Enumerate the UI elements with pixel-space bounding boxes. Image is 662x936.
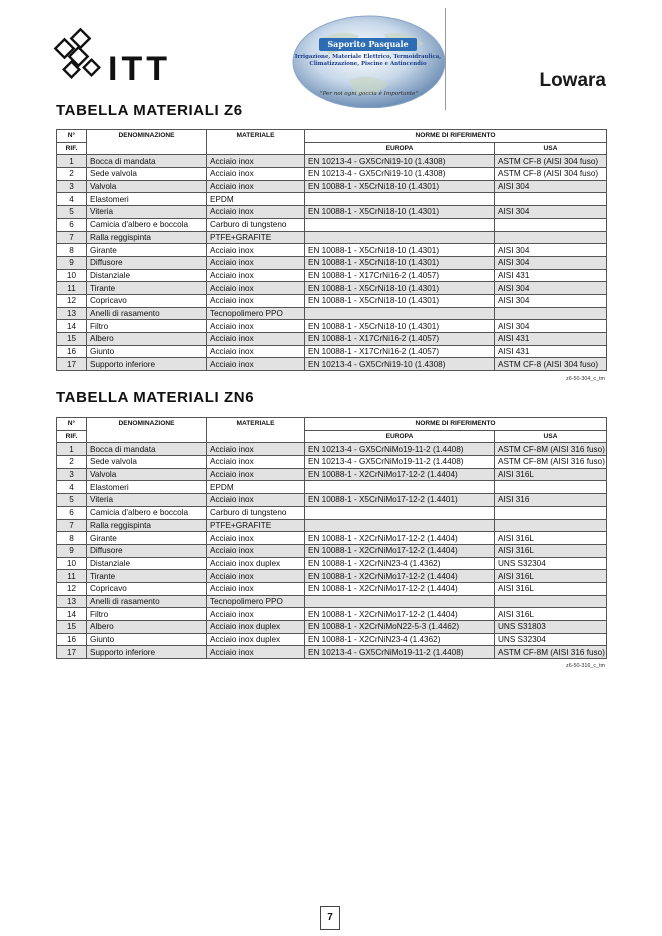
usa-standard: AISI 431 <box>495 345 607 358</box>
part-name: Giunto <box>87 345 207 358</box>
usa-standard: ASTM CF-8 (AISI 304 fuso) <box>495 155 607 168</box>
part-name: Sede valvola <box>87 456 207 469</box>
part-name: Filtro <box>87 320 207 333</box>
part-material: Acciaio inox duplex <box>207 557 305 570</box>
row-number: 12 <box>57 582 87 595</box>
part-material: Acciaio inox duplex <box>207 621 305 634</box>
part-name: Girante <box>87 244 207 257</box>
part-name: Camicia d'albero e boccola <box>87 506 207 519</box>
part-material: PTFE+GRAFITE <box>207 231 305 244</box>
europe-standard: EN 10088-1 - X5CrNi18-10 (1.4301) <box>305 320 495 333</box>
part-name: Viteria <box>87 206 207 219</box>
table-row <box>57 608 607 621</box>
row-number: 14 <box>57 320 87 333</box>
usa-standard: AISI 304 <box>495 180 607 193</box>
table-row <box>57 633 607 646</box>
table-row <box>57 557 607 570</box>
usa-standard <box>495 506 607 519</box>
usa-standard: UNS S31803 <box>495 621 607 634</box>
europe-standard <box>305 193 495 206</box>
part-material: Acciaio inox <box>207 646 305 659</box>
table-row <box>57 570 607 583</box>
row-number: 15 <box>57 333 87 346</box>
itt-logo-mark-icon <box>52 28 106 84</box>
part-material: Acciaio inox <box>207 582 305 595</box>
table-row <box>57 244 607 257</box>
part-name: Albero <box>87 621 207 634</box>
europe-standard: EN 10213-4 - GX5CrNiMo19-11-2 (1.4408) <box>305 443 495 456</box>
row-number: 3 <box>57 468 87 481</box>
europe-standard: EN 10088-1 - X2CrNiMo17-12-2 (1.4404) <box>305 544 495 557</box>
table-zn6 <box>56 417 607 659</box>
table-row <box>57 155 607 168</box>
part-name: Diffusore <box>87 544 207 557</box>
part-name: Albero <box>87 333 207 346</box>
europe-standard: EN 10088-1 - X2CrNiMo17-12-2 (1.4404) <box>305 570 495 583</box>
table-z6-body <box>57 155 607 371</box>
row-number: 6 <box>57 218 87 231</box>
col-europe-header: EUROPA <box>305 430 495 443</box>
usa-standard: AISI 304 <box>495 206 607 219</box>
usa-standard: AISI 316L <box>495 532 607 545</box>
row-number: 11 <box>57 570 87 583</box>
usa-standard <box>495 231 607 244</box>
row-number: 10 <box>57 557 87 570</box>
table-row <box>57 544 607 557</box>
table-row <box>57 193 607 206</box>
usa-standard: AISI 431 <box>495 269 607 282</box>
part-material: Acciaio inox <box>207 532 305 545</box>
row-number: 2 <box>57 168 87 181</box>
part-name: Distanziale <box>87 269 207 282</box>
europe-standard: EN 10088-1 - X5CrNi18-10 (1.4301) <box>305 282 495 295</box>
part-material: Acciaio inox <box>207 180 305 193</box>
row-number: 9 <box>57 544 87 557</box>
europe-standard: EN 10088-1 - X5CrNi18-10 (1.4301) <box>305 256 495 269</box>
europe-standard <box>305 218 495 231</box>
table-zn6-title: TABELLA MATERIALI ZN6 <box>56 389 255 406</box>
usa-standard <box>495 218 607 231</box>
table-row <box>57 320 607 333</box>
table-zn6-code: z6-50-316_c_tm <box>566 663 605 669</box>
europe-standard <box>305 519 495 532</box>
part-name: Giunto <box>87 633 207 646</box>
part-name: Elastomeri <box>87 481 207 494</box>
usa-standard <box>495 519 607 532</box>
row-number: 17 <box>57 646 87 659</box>
part-material: Acciaio inox <box>207 544 305 557</box>
usa-standard: ASTM CF-8M (AISI 316 fuso) <box>495 646 607 659</box>
part-material: Acciaio inox <box>207 570 305 583</box>
part-name: Ralla reggispinta <box>87 231 207 244</box>
part-material: Acciaio inox <box>207 494 305 507</box>
part-material: Acciaio inox <box>207 456 305 469</box>
part-name: Elastomeri <box>87 193 207 206</box>
row-number: 4 <box>57 481 87 494</box>
row-number: 11 <box>57 282 87 295</box>
part-material: Acciaio inox <box>207 320 305 333</box>
table-row <box>57 443 607 456</box>
row-number: 12 <box>57 294 87 307</box>
table-row <box>57 333 607 346</box>
row-number: 10 <box>57 269 87 282</box>
europe-standard: EN 10213-4 - GX5CrNi19-10 (1.4308) <box>305 155 495 168</box>
row-number: 7 <box>57 519 87 532</box>
part-material: Acciaio inox <box>207 269 305 282</box>
europe-standard: EN 10088-1 - X2CrNiMo17-12-2 (1.4404) <box>305 468 495 481</box>
part-name: Viteria <box>87 494 207 507</box>
itt-logo <box>52 28 182 90</box>
usa-standard: UNS S32304 <box>495 557 607 570</box>
usa-standard: ASTM CF-8 (AISI 304 fuso) <box>495 168 607 181</box>
europe-standard: EN 10213-4 - GX5CrNiMo19-11-2 (1.4408) <box>305 456 495 469</box>
table-z6-title: TABELLA MATERIALI Z6 <box>56 102 243 119</box>
usa-standard: ASTM CF-8 (AISI 304 fuso) <box>495 358 607 371</box>
part-name: Ralla reggispinta <box>87 519 207 532</box>
row-number: 7 <box>57 231 87 244</box>
europe-standard: EN 10213-4 - GX5CrNiMo19-11-2 (1.4408) <box>305 646 495 659</box>
col-material-header: MATERIALE <box>207 130 305 155</box>
part-name: Anelli di rasamento <box>87 307 207 320</box>
table-row <box>57 481 607 494</box>
part-name: Bocca di mandata <box>87 443 207 456</box>
part-material: EPDM <box>207 193 305 206</box>
europe-standard <box>305 481 495 494</box>
part-material: Acciaio inox <box>207 443 305 456</box>
usa-standard: AISI 304 <box>495 256 607 269</box>
row-number: 5 <box>57 206 87 219</box>
europe-standard: EN 10088-1 - X2CrNiN23-4 (1.4362) <box>305 633 495 646</box>
part-material: Acciaio inox <box>207 333 305 346</box>
table-row <box>57 256 607 269</box>
part-name: Anelli di rasamento <box>87 595 207 608</box>
part-name: Filtro <box>87 608 207 621</box>
col-name-header: DENOMINAZIONE <box>87 418 207 443</box>
row-number: 14 <box>57 608 87 621</box>
row-number: 16 <box>57 633 87 646</box>
part-material: Acciaio inox <box>207 244 305 257</box>
europe-standard <box>305 506 495 519</box>
seal-company-name: Saporito Pasquale <box>319 38 417 51</box>
part-name: Diffusore <box>87 256 207 269</box>
part-name: Bocca di mandata <box>87 155 207 168</box>
europe-standard <box>305 595 495 608</box>
usa-standard: AISI 304 <box>495 320 607 333</box>
row-number: 17 <box>57 358 87 371</box>
row-number: 1 <box>57 155 87 168</box>
part-name: Supporto inferiore <box>87 646 207 659</box>
seal-divider <box>445 8 446 110</box>
part-name: Distanziale <box>87 557 207 570</box>
part-material: Carburo di tungsteno <box>207 218 305 231</box>
part-material: Tecnopolimero PPO <box>207 595 305 608</box>
table-row <box>57 506 607 519</box>
europe-standard: EN 10088-1 - X2CrNiN23-4 (1.4362) <box>305 557 495 570</box>
europe-standard: EN 10088-1 - X17CrNi16-2 (1.4057) <box>305 333 495 346</box>
europe-standard: EN 10088-1 - X5CrNiMo17-12-2 (1.4401) <box>305 494 495 507</box>
usa-standard: AISI 304 <box>495 282 607 295</box>
part-material: Acciaio inox <box>207 256 305 269</box>
part-material: Carburo di tungsteno <box>207 506 305 519</box>
part-material: Acciaio inox <box>207 608 305 621</box>
part-material: Acciaio inox <box>207 155 305 168</box>
part-name: Valvola <box>87 180 207 193</box>
table-row <box>57 358 607 371</box>
europe-standard: EN 10088-1 - X2CrNiMoN22-5-3 (1.4462) <box>305 621 495 634</box>
part-material: Acciaio inox <box>207 282 305 295</box>
row-number: 15 <box>57 621 87 634</box>
part-material: Acciaio inox duplex <box>207 633 305 646</box>
europe-standard: EN 10213-4 - GX5CrNi19-10 (1.4308) <box>305 358 495 371</box>
row-number: 13 <box>57 595 87 608</box>
usa-standard: AISI 304 <box>495 244 607 257</box>
part-name: Copricavo <box>87 294 207 307</box>
usa-standard: AISI 316L <box>495 582 607 595</box>
col-usa-header: USA <box>495 430 607 443</box>
col-name-header: DENOMINAZIONE <box>87 130 207 155</box>
row-number: 6 <box>57 506 87 519</box>
itt-logo-text: ITT <box>108 50 171 88</box>
col-num-header: N° <box>57 130 87 143</box>
part-name: Tirante <box>87 282 207 295</box>
col-norms-header: NORME DI RIFERIMENTO <box>305 418 607 431</box>
part-name: Sede valvola <box>87 168 207 181</box>
page-number: 7 <box>320 906 340 930</box>
table-row <box>57 595 607 608</box>
company-seal <box>289 10 449 108</box>
usa-standard: AISI 304 <box>495 294 607 307</box>
usa-standard: AISI 316 <box>495 494 607 507</box>
table-row <box>57 168 607 181</box>
table-row <box>57 519 607 532</box>
table-row <box>57 218 607 231</box>
table-row <box>57 621 607 634</box>
usa-standard <box>495 481 607 494</box>
col-material-header: MATERIALE <box>207 418 305 443</box>
part-material: Acciaio inox <box>207 294 305 307</box>
part-material: Acciaio inox <box>207 345 305 358</box>
table-row <box>57 532 607 545</box>
table-row <box>57 468 607 481</box>
col-usa-header: USA <box>495 142 607 155</box>
seal-motto: "Per noi ogni goccia è Importante" <box>319 91 419 97</box>
europe-standard: EN 10088-1 - X2CrNiMo17-12-2 (1.4404) <box>305 532 495 545</box>
europe-standard: EN 10088-1 - X5CrNi18-10 (1.4301) <box>305 294 495 307</box>
europe-standard <box>305 307 495 320</box>
europe-standard: EN 10088-1 - X5CrNi18-10 (1.4301) <box>305 206 495 219</box>
table-row <box>57 494 607 507</box>
part-material: Acciaio inox <box>207 206 305 219</box>
usa-standard <box>495 307 607 320</box>
table-z6-code: z6-50-304_c_tm <box>566 376 605 382</box>
row-number: 2 <box>57 456 87 469</box>
col-europe-header: EUROPA <box>305 142 495 155</box>
table-row <box>57 294 607 307</box>
seal-services: Irrigazione, Materiale Elettrico, Termoidraulica, Climatizzazione, Piscine e Antincendio <box>294 54 442 67</box>
row-number: 9 <box>57 256 87 269</box>
europe-standard: EN 10088-1 - X2CrNiMo17-12-2 (1.4404) <box>305 608 495 621</box>
part-material: Acciaio inox <box>207 168 305 181</box>
table-row <box>57 582 607 595</box>
usa-standard: AISI 316L <box>495 608 607 621</box>
europe-standard: EN 10088-1 - X17CrNi16-2 (1.4057) <box>305 345 495 358</box>
row-number: 8 <box>57 244 87 257</box>
europe-standard: EN 10213-4 - GX5CrNi19-10 (1.4308) <box>305 168 495 181</box>
brand-name: Lowara <box>539 70 606 91</box>
table-row <box>57 456 607 469</box>
col-ref-header: RIF. <box>57 430 87 443</box>
usa-standard <box>495 595 607 608</box>
usa-standard: UNS S32304 <box>495 633 607 646</box>
usa-standard: AISI 316L <box>495 468 607 481</box>
part-name: Camicia d'albero e boccola <box>87 218 207 231</box>
table-row <box>57 282 607 295</box>
col-ref-header: RIF. <box>57 142 87 155</box>
row-number: 3 <box>57 180 87 193</box>
part-name: Girante <box>87 532 207 545</box>
part-material: Acciaio inox <box>207 468 305 481</box>
table-row <box>57 231 607 244</box>
usa-standard: ASTM CF-8M (AISI 316 fuso) <box>495 443 607 456</box>
usa-standard: ASTM CF-8M (AISI 316 fuso) <box>495 456 607 469</box>
table-row <box>57 646 607 659</box>
table-row <box>57 307 607 320</box>
col-num-header: N° <box>57 418 87 431</box>
row-number: 8 <box>57 532 87 545</box>
row-number: 13 <box>57 307 87 320</box>
part-material: Tecnopolimero PPO <box>207 307 305 320</box>
part-material: PTFE+GRAFITE <box>207 519 305 532</box>
table-zn6-body <box>57 443 607 659</box>
table-row <box>57 180 607 193</box>
row-number: 5 <box>57 494 87 507</box>
row-number: 1 <box>57 443 87 456</box>
table-row <box>57 269 607 282</box>
europe-standard: EN 10088-1 - X2CrNiMo17-12-2 (1.4404) <box>305 582 495 595</box>
col-norms-header: NORME DI RIFERIMENTO <box>305 130 607 143</box>
part-material: EPDM <box>207 481 305 494</box>
usa-standard <box>495 193 607 206</box>
part-material: Acciaio inox <box>207 358 305 371</box>
part-name: Copricavo <box>87 582 207 595</box>
table-row <box>57 206 607 219</box>
usa-standard: AISI 316L <box>495 544 607 557</box>
usa-standard: AISI 431 <box>495 333 607 346</box>
europe-standard <box>305 231 495 244</box>
usa-standard: AISI 316L <box>495 570 607 583</box>
part-name: Supporto inferiore <box>87 358 207 371</box>
part-name: Tirante <box>87 570 207 583</box>
table-z6 <box>56 129 607 371</box>
europe-standard: EN 10088-1 - X17CrNi16-2 (1.4057) <box>305 269 495 282</box>
europe-standard: EN 10088-1 - X5CrNi18-10 (1.4301) <box>305 244 495 257</box>
row-number: 16 <box>57 345 87 358</box>
table-row <box>57 345 607 358</box>
row-number: 4 <box>57 193 87 206</box>
part-name: Valvola <box>87 468 207 481</box>
europe-standard: EN 10088-1 - X5CrNi18-10 (1.4301) <box>305 180 495 193</box>
